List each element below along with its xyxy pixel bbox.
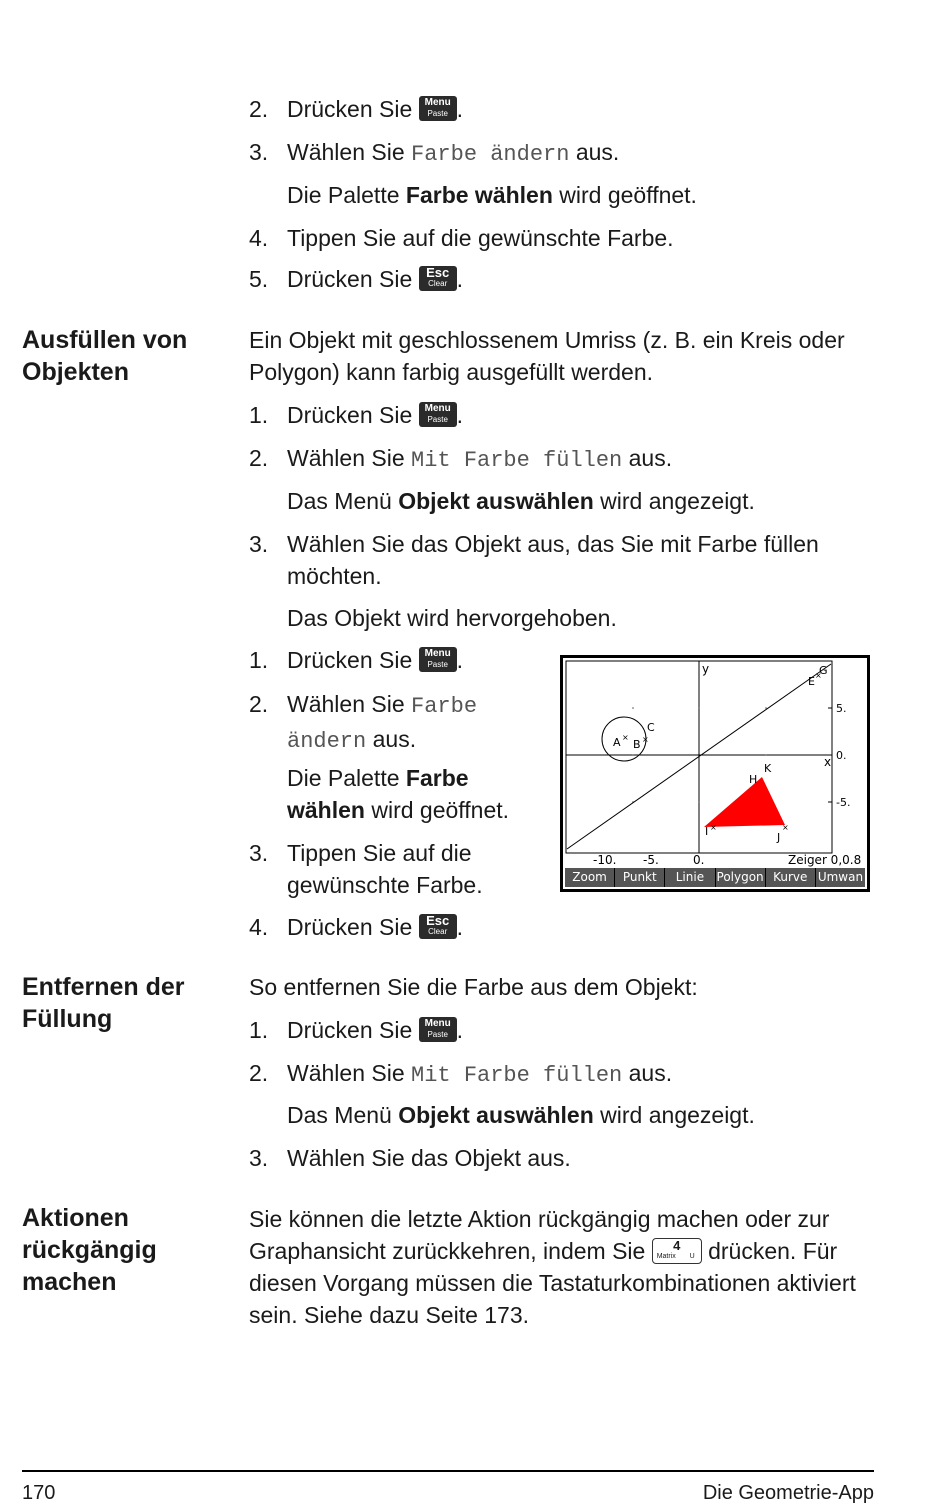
note-select-object-2: Das Menü Objekt auswählen wird angezeigt. — [287, 1102, 755, 1128]
tick-label: 5. — [836, 702, 847, 715]
svg-text:×: × — [782, 823, 789, 832]
menu-key-icon: Menu Paste — [419, 1017, 457, 1042]
section-heading-remove-fill: Entfernen der Füllung — [22, 973, 185, 1033]
tick-label: 0. — [693, 853, 705, 867]
svg-text:×: × — [642, 735, 649, 744]
svg-text:y: y — [702, 662, 710, 676]
menu-key-icon: Menu Paste — [419, 647, 457, 672]
calc-menu-bar — [565, 868, 865, 887]
chapter-title: Die Geometrie-App — [702, 1482, 874, 1504]
svg-text:I: I — [705, 825, 709, 838]
calculator-screenshot — [560, 655, 870, 892]
menu-key-icon: Menu Paste — [419, 402, 457, 427]
note-highlighted: Das Objekt wird hervorgehoben. — [287, 605, 617, 631]
section-heading-fill: Ausfüllen von Objekten — [22, 326, 188, 386]
tick-label: -5. — [643, 853, 659, 867]
cursor-readout: Zeiger 0,0.8 — [788, 853, 862, 867]
section-heading-undo: Aktionen rückgängig machen — [22, 1204, 157, 1296]
tick-label: 0. — [836, 749, 847, 762]
svg-text:B: B — [633, 738, 641, 751]
svg-text:x: x — [824, 755, 832, 769]
remove-intro: So entfernen Sie die Farbe aus dem Objekt: — [249, 974, 698, 1000]
svg-text:H: H — [749, 773, 758, 786]
menu-kurve[interactable]: Kurve — [766, 868, 815, 887]
key-4-icon: 4 Matrix U — [652, 1238, 702, 1264]
svg-text:C: C — [647, 721, 655, 734]
tick-label: -5. — [836, 796, 851, 809]
svg-text:×: × — [815, 671, 822, 680]
note-palette-opened-2: Die Palette Farbe wählen wird geöffnet. — [287, 765, 510, 823]
menu-zoom[interactable]: Zoom — [565, 868, 614, 887]
fill-intro: Ein Objekt mit geschlossenem Umriss (z. B. ein Kreis oder Polygon) kann farbig ausgefüllt werden. — [249, 327, 845, 385]
svg-text:E: E — [808, 675, 815, 688]
note-select-object: Das Menü Objekt auswählen wird angezeigt. — [287, 488, 755, 514]
svg-text:K: K — [764, 762, 772, 775]
menu-umwan[interactable]: Umwan — [816, 868, 865, 887]
page-number: 170 — [22, 1482, 56, 1504]
svg-text:J: J — [777, 831, 781, 844]
svg-text:A: A — [613, 736, 621, 749]
svg-text:G: G — [819, 664, 828, 677]
undo-paragraph: Sie können die letzte Aktion rückgängig machen oder zur Graphansicht zurückkehren, indem Sie 4 Matrix U drücken. Für diesen Vorgang müssen die Tastaturkombinationen aktiviert sein. Siehe dazu Seite 173. — [249, 1206, 856, 1328]
geometry-plot — [563, 658, 867, 889]
footer-rule — [22, 1470, 874, 1472]
svg-text:×: × — [710, 823, 717, 832]
esc-key-icon: Esc Clear — [419, 914, 457, 939]
menu-linie[interactable]: Linie — [665, 868, 714, 887]
menu-punkt[interactable]: Punkt — [615, 868, 664, 887]
note-palette-opened: Die Palette Farbe wählen wird geöffnet. — [287, 182, 697, 208]
svg-text:×: × — [622, 733, 629, 742]
menu-key-icon: Menu Paste — [419, 96, 457, 121]
menu-polygon[interactable]: Polygon — [716, 868, 765, 887]
tick-label: -10. — [593, 853, 617, 867]
esc-key-icon: Esc Clear — [419, 266, 457, 291]
